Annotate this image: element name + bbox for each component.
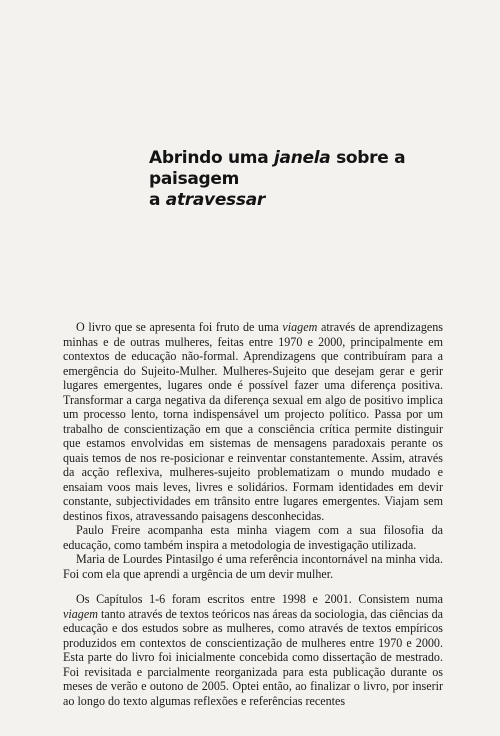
title-line1-italic: janela [274, 148, 331, 168]
paragraph-1-italic: viagem [282, 320, 318, 334]
paragraph-2-text: Paulo Freire acompanha esta minha viagem com a sua filosofia da educação, como também inspira a metodologia de investigação utilizada. [63, 523, 443, 552]
title-line1-post: sobre a paisagem [149, 148, 406, 189]
paragraph-4-text-a: Os Capítulos 1-6 foram escritos entre 1998 e 2001. Consistem numa [76, 592, 443, 606]
title-line1-pre: Abrindo uma [149, 148, 275, 168]
title-line2-pre: a [149, 190, 166, 210]
paragraph-1-text-b: através de aprendizagens minhas e de outras mulheres, feitas entre 1970 e 2000, principalmente em contextos de educação não-formal. Aprendizagens que contribuíram para a emergência do Sujeito-Mulher. Mulheres-Sujeito que desejam gerar e gerir lugares emergentes, lugares onde é possível fazer uma diferença positiva. Transformar a carga negativa da diferença sexual em algo de positivo implica um processo lento, torna indispensável um projecto político. Passa por um trabalho de conscientização em que a consciência crítica permite distinguir que estamos envolvidas em sistemas de mensagens paradoxais perante os quais temos de nos re-posicionar e reinventar constantemente. Assim, através da acção reflexiva, mulheres-sujeito problematizam o mundo mudado e ensaiam voos mais leves, livres e solidários. Formam identidades em devir constante, subjectividades em trânsito entre lugares emergentes. Viajam sem destinos fixos, atravessando paisagens desconhecidas. [63, 320, 443, 523]
paragraph-1 [63, 320, 443, 523]
paragraph-2 [63, 523, 443, 552]
chapter-title [149, 148, 469, 211]
paragraph-3 [63, 552, 443, 581]
paragraph-1-text-a: O livro que se apresenta foi fruto de uma [76, 320, 283, 334]
body-text [63, 320, 443, 708]
paragraph-4-italic: viagem [63, 606, 98, 621]
paragraph-3-text: Maria de Lourdes Pintasilgo é uma referência incontornável na minha vida. Foi com ela que aprendi a urgência de um devir mulher. [63, 552, 443, 581]
paragraph-4-text-b: tanto através de textos teóricos nas áreas da sociologia, das ciências da educação e dos estudos sobre as mulheres, como através de textos empíricos produzidos em contextos de conscientização de mulheres entre 1970 e 2000. Esta parte do livro foi inicialmente concebida como dissertação de mestrado. Foi revisitada e parcialmente reorganizada para esta publicação durante os meses de verão e outono de 2005. Optei então, ao finalizar o livro, por inserir ao longo do texto algumas reflexões e referências recentes [63, 606, 443, 708]
paragraph-4 [63, 592, 443, 708]
title-line2-italic: atravessar [165, 190, 265, 210]
